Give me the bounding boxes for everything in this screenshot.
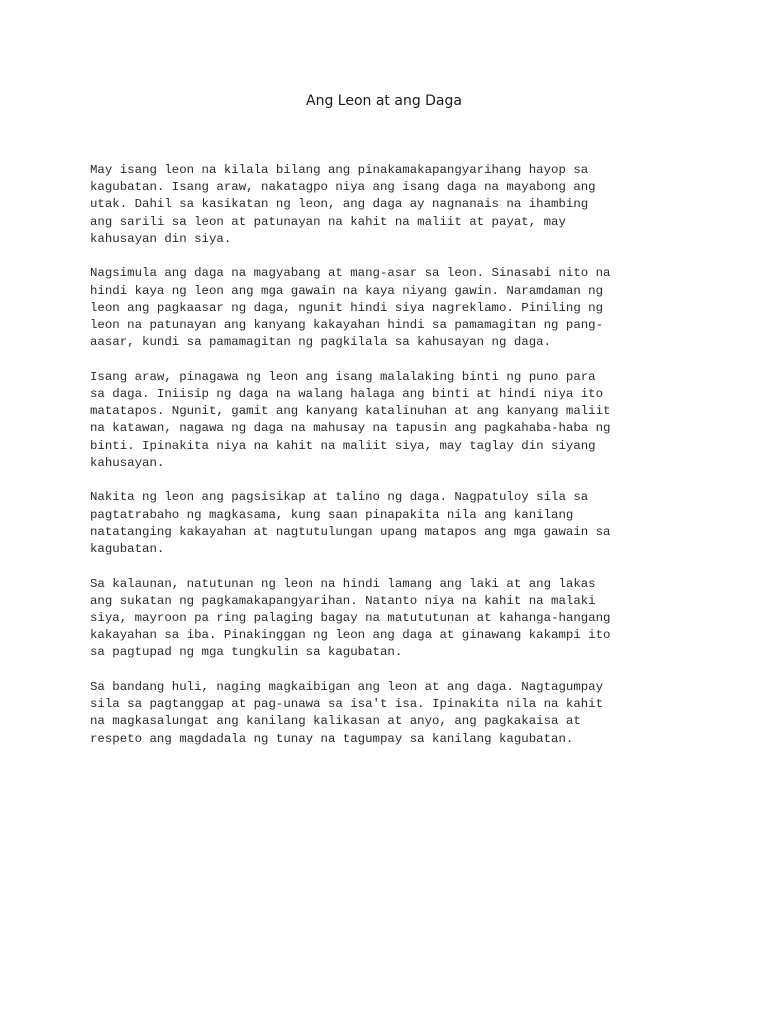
paragraph-1: May isang leon na kilala bilang ang pinakamakapangyarihang hayop sa kagubatan. Isang araw, nakatagpo niya ang isang daga na mayabong ang utak. Dahil sa kasikatan ng leon, ang daga ay nagnanais na ihambing ang sarili sa leon at patunayan na kahit na maliit at payat, may kahusayan din siya. [90,163,596,246]
paragraph-6: Sa bandang huli, naging magkaibigan ang leon at ang daga. Nagtagumpay sila sa pagtanggap at pag-unawa sa isa't isa. Ipinakita nila na kahit na magkasalungat ang kanilang kalikasan at anyo, ang pagkakaisa at respeto ang magdadala ng tunay na tagumpay sa kanilang kagubatan. [90,680,604,746]
document-body [90,162,690,765]
paragraph-2: Nagsimula ang daga na magyabang at mang-asar sa leon. Sinasabi nito na hindi kaya ng leon ang mga gawain na kaya niyang gawin. Naramdaman ng leon ang pagkaasar ng daga, ngunit hindi siya nagreklamo. Piniling ng leon na patunayan ang kanyang kakayahan hindi sa pamamagitan ng pang- aasar, kundi sa pamamagitan ng pagkilala sa kahusayan ng daga. [90,266,611,350]
paragraph-5: Sa kalaunan, natutunan ng leon na hindi lamang ang laki at ang lakas ang sukatan ng pagkamakapangyarihan. Natanto niya na kahit na malaki siya, mayroon pa ring palaging bagay na matututunan at kahanga-hangang kakayahan sa iba. Pinakinggan ng leon ang daga at ginawang kakampi ito sa pagtupad ng mga tungkulin sa kagubatan. [90,576,611,660]
document-title: Ang Leon at ang Daga [306,93,462,109]
paragraph-3: Isang araw, pinagawa ng leon ang isang malalaking binti ng puno para sa daga. Iniisip ng daga na walang halaga ang binti at hindi niya ito matatapos. Ngunit, gamit ang kanyang katalinuhan at ang kanyang maliit na katawan, nagawa ng daga na mahusay na tapusin ang pagkahaba-haba ng binti. Ipinakita niya na kahit na maliit siya, may taglay din siyang kahusayan. [90,369,611,470]
paragraph-4: Nakita ng leon ang pagsisikap at talino ng daga. Nagpatuloy sila sa pagtatrabaho ng magkasama, kung saan pinapakita nila ang kanilang natatanging kakayahan at nagtutulungan upang matapos ang mga gawain sa kagubatan. [90,490,611,557]
